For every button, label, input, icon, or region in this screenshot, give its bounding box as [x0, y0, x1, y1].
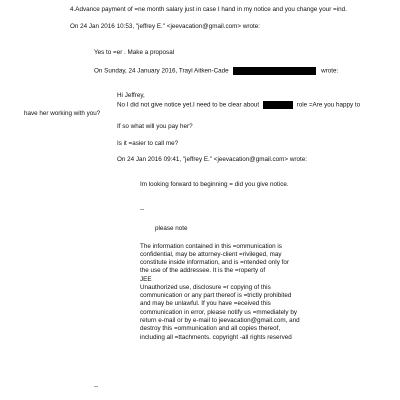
working-line: have her working with you?	[24, 110, 101, 117]
disclaimer-line: destroy this =ommunication and all copies thereof,	[140, 325, 281, 332]
call-line: Is it =asier to call me?	[117, 140, 179, 147]
disclaimer-line: confidential, may be attorney-client =rivileged, may	[140, 251, 282, 258]
pay-line: If so what will you pay her?	[117, 123, 193, 130]
disclaimer-line: return e-mail or by e-mail to jeevacation@gmail.com, and	[140, 317, 300, 324]
quote-header-1: On 24 Jan 2016 10:53, "jeffrey E." <jeevacation@gmail.com> wrote:	[70, 23, 260, 30]
disclaimer-line: constitute inside information, and is =ntended only for	[140, 259, 289, 266]
notice-line	[117, 101, 360, 110]
quote-header-2-prefix: On Sunday, 24 January 2016, Trayl Aitken-Cade	[94, 67, 229, 75]
bottom-dash: --	[94, 383, 99, 390]
disclaimer-line: The information contained in this =ommunication is	[140, 243, 282, 250]
disclaimer-line: the use of the addressee. It is the =roperty of	[140, 267, 266, 274]
quote-header-2-suffix: wrote:	[321, 67, 339, 75]
greeting-line: Hi Jeffrey,	[117, 92, 145, 99]
disclaimer-line: communication or any part thereof is =trictly prohibited	[140, 292, 292, 299]
signature-dash: --	[140, 206, 145, 213]
redaction-bar	[233, 67, 316, 75]
advance-payment-line: 4.Advance payment of =ne month salary just in case I hand in my notice and you change your =ind.	[70, 6, 347, 13]
redaction-bar	[263, 101, 293, 109]
quote-header-3: On 24 Jan 2016 09:41, "jeffrey E." <jeevacation@gmail.com> wrote:	[117, 156, 307, 163]
disclaimer-line: Unauthorized use, disclosure =r copying of this	[140, 284, 271, 291]
disclaimer-line: JEE	[140, 276, 152, 283]
notice-line-prefix: No I did not give notice yet.I need to be clear about	[117, 101, 260, 109]
notice-line-suffix: role =Are you happy to	[296, 101, 361, 109]
disclaimer-line: and may be unlawful. If you have =eceived this	[140, 300, 271, 307]
looking-forward-line: Im looking forward to beginning = did you give notice.	[140, 181, 289, 188]
disclaimer-line: communication in error, please notify us =mmediately by	[140, 309, 297, 316]
yes-line: Yes to =er . Make a proposal	[94, 49, 175, 56]
please-note: please note	[155, 225, 188, 232]
quote-header-2	[94, 67, 338, 76]
disclaimer-line: including all =ttachments. copyright -all rights reserved	[140, 334, 292, 341]
